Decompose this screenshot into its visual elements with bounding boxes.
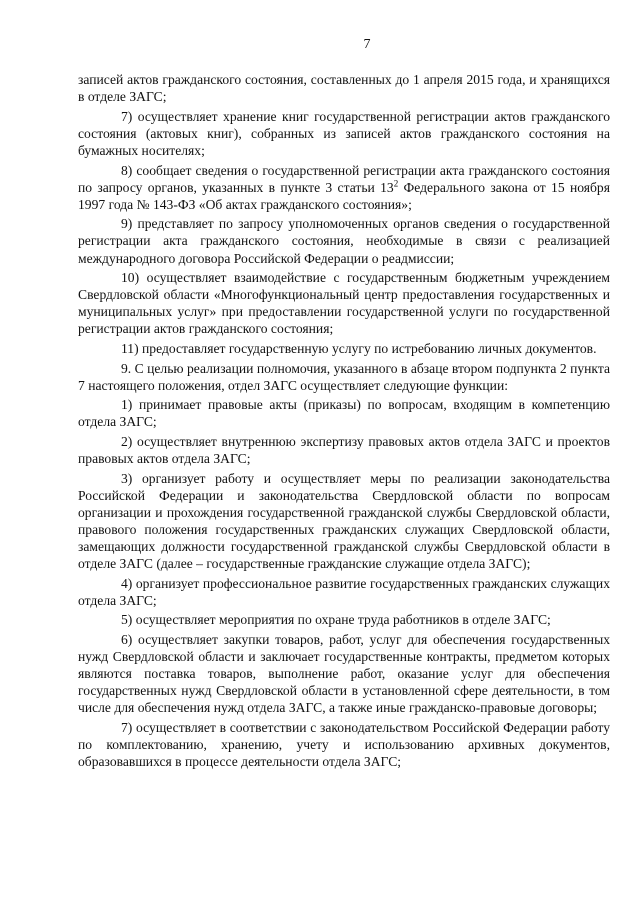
paragraph-item-8-text-before: 8) сообщает сведения о государственной регистрации акта гражданского состояния по запросу органов, указанных в пункте 3 статьи 13 xyxy=(78,162,610,195)
function-item-6: 6) осуществляет закупки товаров, работ, услуг для обеспечения государственных нужд Свердловской области и заключает государственные контракты, предметом которых являются поставка товаров, выполнение работ, оказание услуг для обеспечения государственных нужд Свердловской области в установленной сфере деятельности, в том числе для обеспечения нужд отдела ЗАГС, а также иные гражданско-правовые договоры; xyxy=(78,632,610,716)
superscript: 2 xyxy=(393,178,399,189)
document-page xyxy=(78,36,610,773)
function-item-1: 1) принимает правовые акты (приказы) по вопросам, входящим в компетенцию отдела ЗАГС; xyxy=(78,397,610,430)
function-item-7: 7) осуществляет в соответствии с законодательством Российской Федерации работу по комплектованию, хранению, учету и использованию архивных документов, образовавшихся в процессе деятельности отдела ЗАГС; xyxy=(78,719,610,770)
paragraph-item-8-text-after: Федерального закона от 15 ноября 1997 года № 143-ФЗ «Об актах гражданского состояния»; xyxy=(78,179,610,212)
paragraph-item-9: 9) представляет по запросу уполномоченных органов сведения о государственной регистрации акта гражданского состояния, необходимые в связи с реализацией международного договора Российской Федерации о реадмиссии; xyxy=(78,216,610,266)
function-item-5: 5) осуществляет мероприятия по охране труда работников в отделе ЗАГС; xyxy=(121,612,551,628)
paragraph-item-8 xyxy=(78,162,610,213)
paragraph-item-10: 10) осуществляет взаимодействие с государственным бюджетным учреждением Свердловской области «Многофункциональный центр предоставления государственных и муниципальных услуг» при предоставлении государственной услуги по государственной регистрации актов гражданского состояния; xyxy=(78,270,610,337)
page-number: 7 xyxy=(363,37,371,52)
function-item-3: 3) организует работу и осуществляет меры по реализации законодательства Российской Федерации и законодательства Свердловской области по вопросам организации и прохождения государственной гражданской службы Свердловской области, правового положения государственных гражданских служащих Свердловской области, замещающих должности государственной гражданской службы Свердловской области в отделе ЗАГС (далее – государственные гражданские служащие отдела ЗАГС); xyxy=(78,470,610,572)
function-item-4: 4) организует профессиональное развитие государственных гражданских служащих отдела ЗАГС; xyxy=(78,575,610,608)
paragraph-continuation: записей актов гражданского состояния, составленных до 1 апреля 2015 года, и хранящихся в отделе ЗАГС; xyxy=(78,72,610,105)
paragraph-item-11: 11) предоставляет государственную услугу по истребованию личных документов. xyxy=(121,341,597,356)
section-9-paragraph: 9. С целью реализации полномочия, указанного в абзаце втором подпункта 2 пункта 7 настоящего положения, отдел ЗАГС осуществляет следующие функции: xyxy=(78,360,610,393)
paragraph-item-7: 7) осуществляет хранение книг государственной регистрации актов гражданского состояния (актовых книг), собранных из записей актов гражданского состояния на бумажных носителях; xyxy=(78,108,610,158)
function-item-2: 2) осуществляет внутреннюю экспертизу правовых актов отдела ЗАГС и проектов правовых актов отдела ЗАГС; xyxy=(78,433,610,467)
